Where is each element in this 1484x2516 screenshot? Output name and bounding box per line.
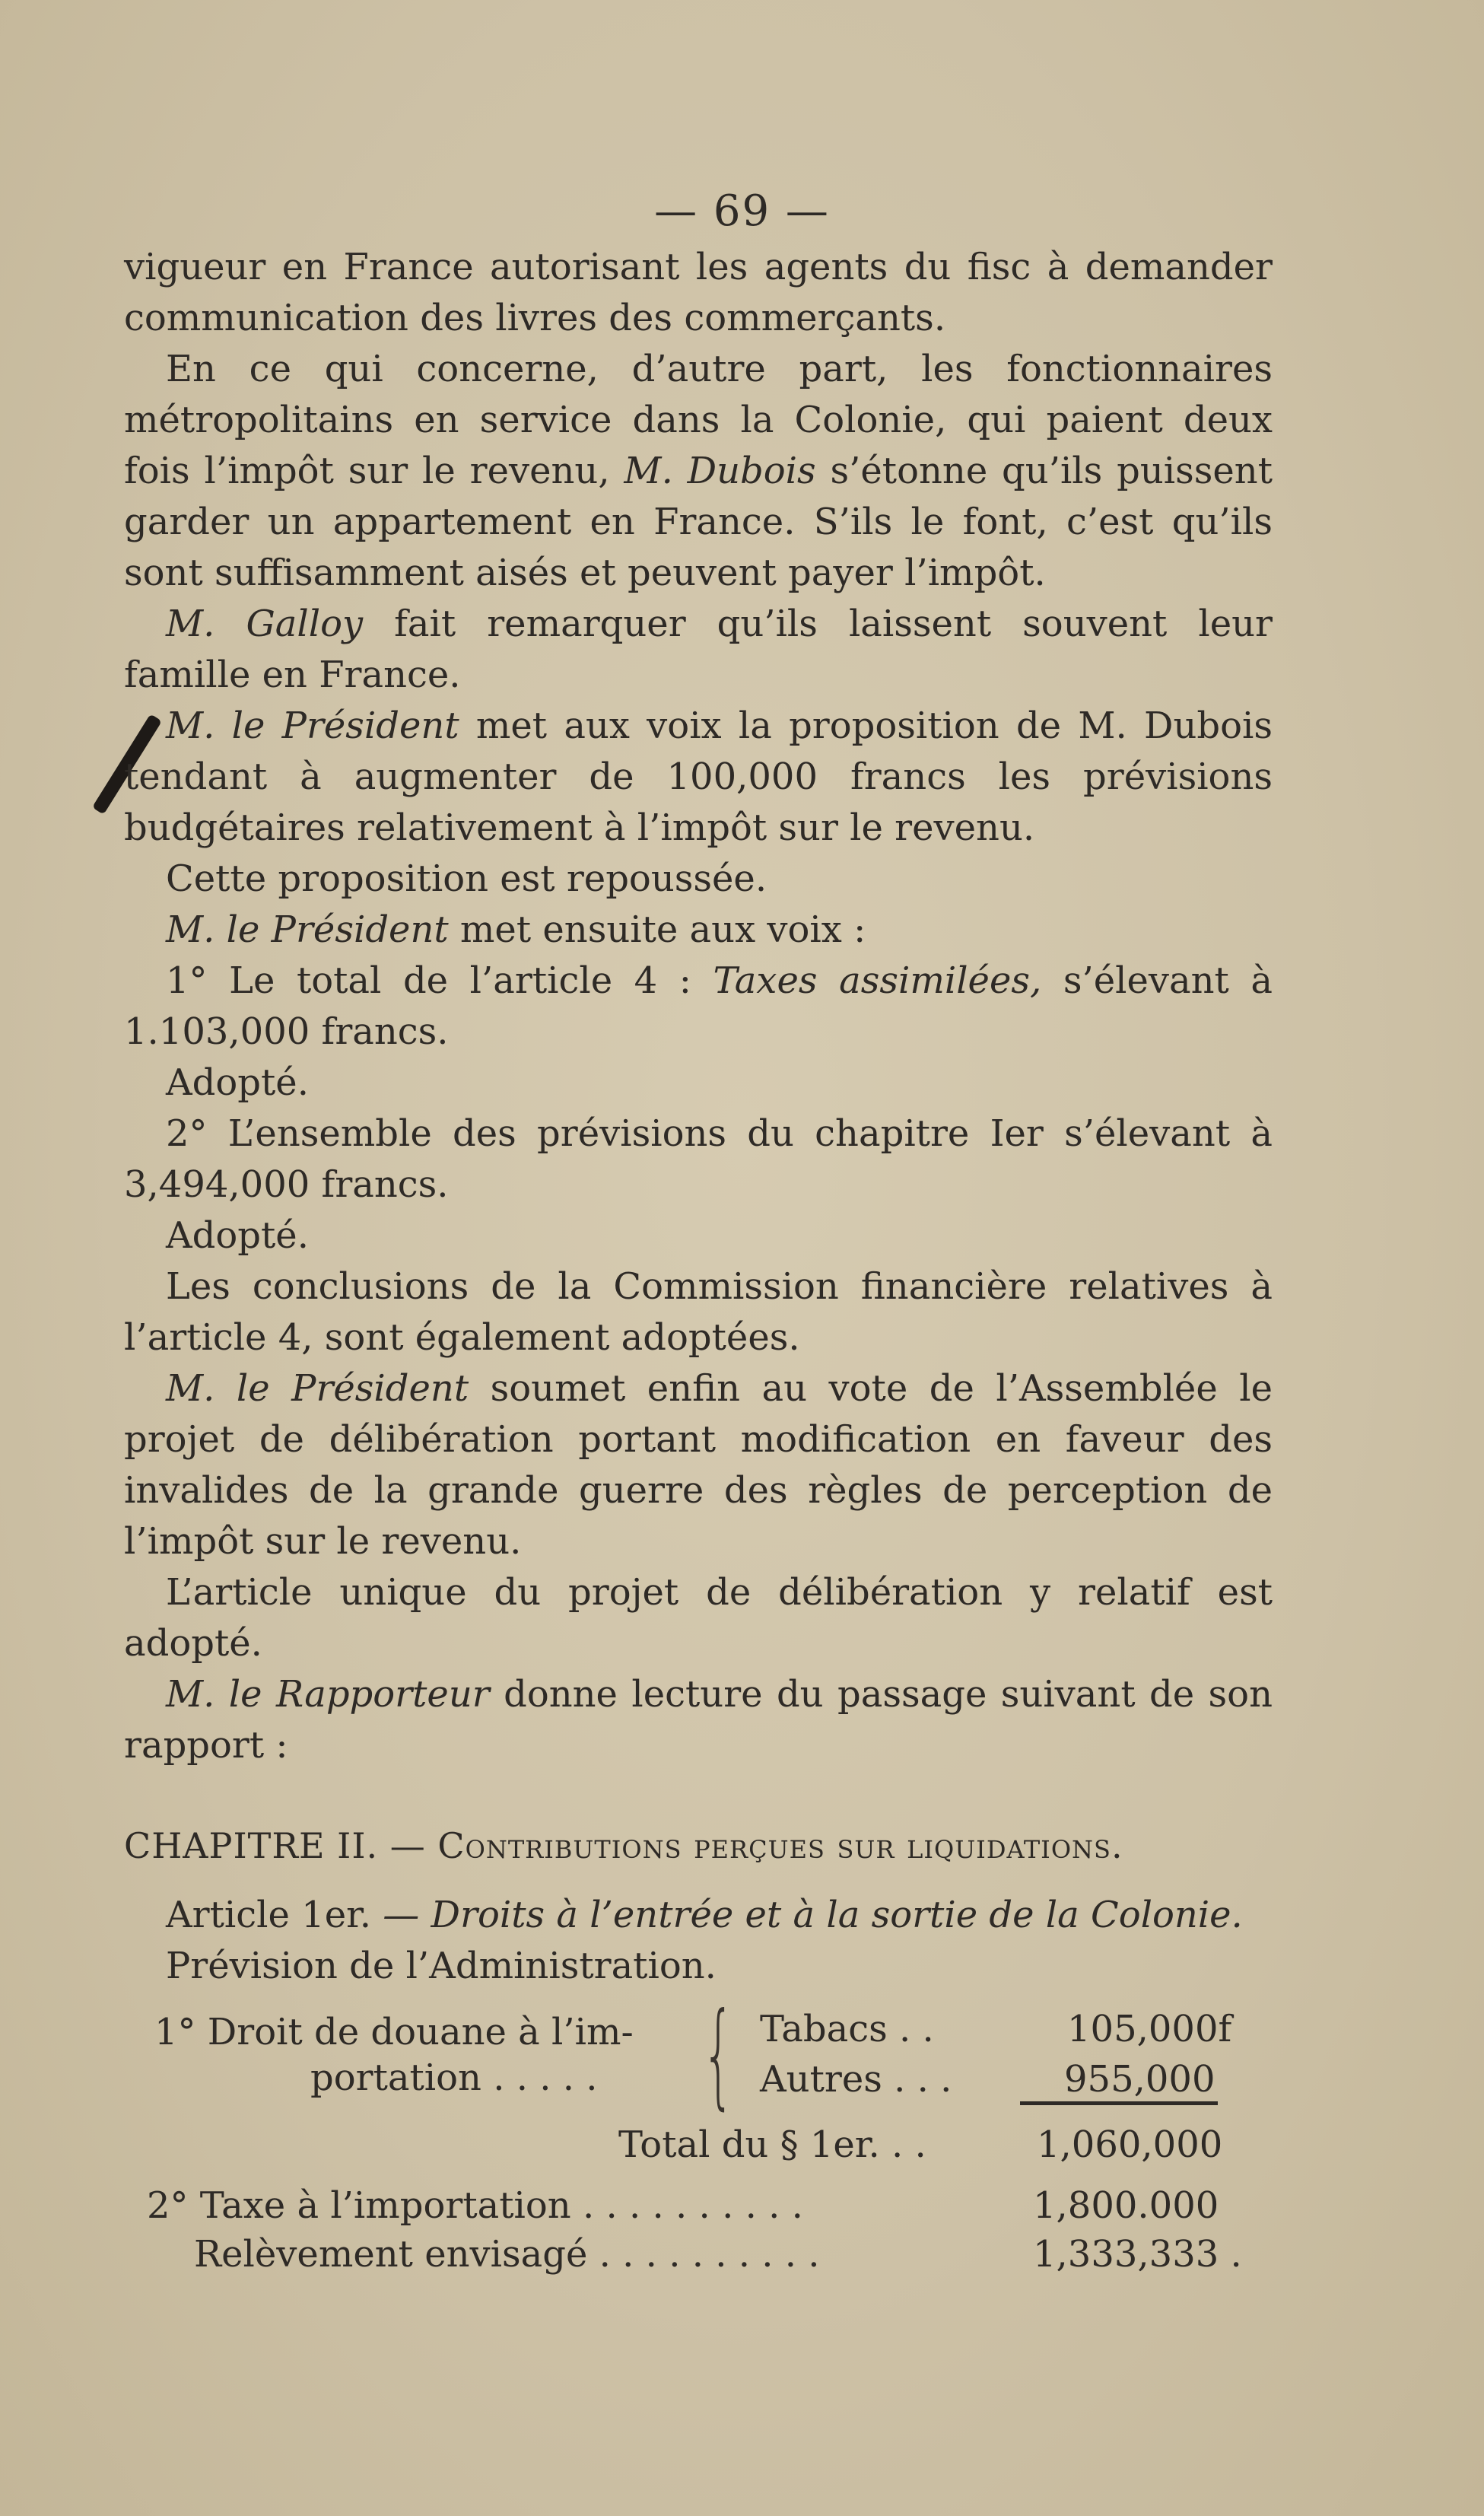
prevision-table: [124, 1989, 1273, 2317]
body-text: [124, 242, 1273, 2317]
article-title: — Droits à l’entrée et à la sortie de la Colonie.: [383, 1894, 1243, 1936]
text-run: L’article unique du projet de délibération y relatif est adopté.: [124, 1571, 1273, 1665]
text-run: s’étonne qu’ils puissent garder un appartement en France. S’ils le font, c’est qu’ils sont suffisamment aisés et peuvent payer l’impôt.: [124, 450, 1273, 594]
italic-text: M. le Président: [166, 908, 449, 951]
italic-text: Taxes assimilées,: [713, 959, 1042, 1002]
italic-text: M. le Président: [166, 1367, 469, 1410]
text-run: Adopté.: [166, 1214, 309, 1257]
paragraph: [124, 1261, 1273, 1363]
droit-label-line2: portation . . . . .: [310, 2056, 598, 2099]
autres-value: 955,000: [1064, 2058, 1215, 2101]
paragraph: [124, 344, 1273, 599]
text-run: met aux voix la proposition de M. Dubois tendant à augmenter de 100,000 francs les prévisions budgétaires relativement à l’impôt sur le revenu.: [124, 705, 1273, 849]
paragraph: [124, 1669, 1273, 1771]
paragraph: [124, 905, 1273, 956]
prevision-line: Prévision de l’Administration.: [166, 1945, 717, 1987]
text-run: 2° L’ensemble des prévisions du chapitre Ier s’élevant à 3,494,000 francs.: [124, 1112, 1273, 1206]
text-run: vigueur en France autorisant les agents du fisc à demander communication des livres des commerçants.: [124, 246, 1273, 339]
text-run: 1° Le total de l’article 4 :: [166, 959, 713, 1002]
italic-text: M. Galloy: [166, 603, 364, 645]
chapter-title: — Contributions perçues sur liquidations.: [389, 1825, 1123, 1866]
autres-label: Autres . . .: [760, 2058, 952, 2101]
text-run: Adopté.: [166, 1061, 309, 1104]
paragraph: [124, 956, 1273, 1058]
tabacs-value: 105,000f: [1067, 2008, 1232, 2050]
article-label: Article 1er.: [166, 1894, 372, 1936]
paragraph: [124, 1363, 1273, 1567]
relevement-label: Relèvement envisagé . . . . . . . . . .: [194, 2233, 820, 2276]
text-run: s’élevant à 1.103,000 francs.: [124, 959, 1273, 1053]
total-label: Total du § 1er. . .: [618, 2123, 926, 2166]
brace-symbol: {: [702, 1989, 735, 2121]
text-run: Cette proposition est repoussée.: [166, 857, 767, 900]
article-heading: [124, 1890, 1273, 1941]
text-run: fait remarquer qu’ils laissent souvent leur famille en France.: [124, 603, 1273, 696]
text-run: donne lecture du passage suivant de son rapport :: [124, 1673, 1273, 1767]
taxe-value: 1,800.000: [1033, 2184, 1219, 2227]
paragraph: [124, 1210, 1273, 1261]
italic-text: M. le Président: [166, 705, 459, 747]
chapter-heading: [124, 1821, 1273, 1872]
italic-text: M. le Rapporteur: [166, 1673, 490, 1716]
tabacs-label: Tabacs . .: [760, 2008, 934, 2050]
relevement-value: 1,333,333 .: [1033, 2233, 1242, 2276]
paragraph: [124, 854, 1273, 905]
text-run: soumet enfin au vote de l’Assemblée le projet de délibération portant modification en faveur des invalides de la grande guerre des règles de perception de l’impôt sur le revenu.: [124, 1367, 1273, 1563]
chapter-label: CHAPITRE II.: [124, 1825, 379, 1866]
droit-label-line1: 1° Droit de douane à l’im-: [154, 2011, 634, 2053]
paragraph: [124, 1567, 1273, 1669]
paragraph: [124, 599, 1273, 701]
paragraph: [124, 701, 1273, 854]
page-number: — 69 —: [654, 186, 830, 236]
total-value: 1,060,000: [1037, 2123, 1223, 2166]
total-rule: [1020, 2101, 1218, 2105]
text-run: En ce qui concerne, d’autre part, les fonctionnaires métropolitains en service dans la Colonie, qui paient deux fois l’impôt sur le revenu,: [124, 348, 1273, 492]
taxe-label: 2° Taxe à l’importation . . . . . . . . . .: [147, 2184, 803, 2227]
text-run: met ensuite aux voix :: [448, 908, 866, 951]
paragraph: [124, 1109, 1273, 1210]
text-run: Les conclusions de la Commission financière relatives à l’article 4, sont également adoptées.: [124, 1265, 1273, 1359]
italic-text: M. Dubois: [624, 450, 816, 492]
paragraph: [124, 242, 1273, 344]
paragraph: [124, 1058, 1273, 1109]
paragraph-list: [124, 242, 1273, 1771]
